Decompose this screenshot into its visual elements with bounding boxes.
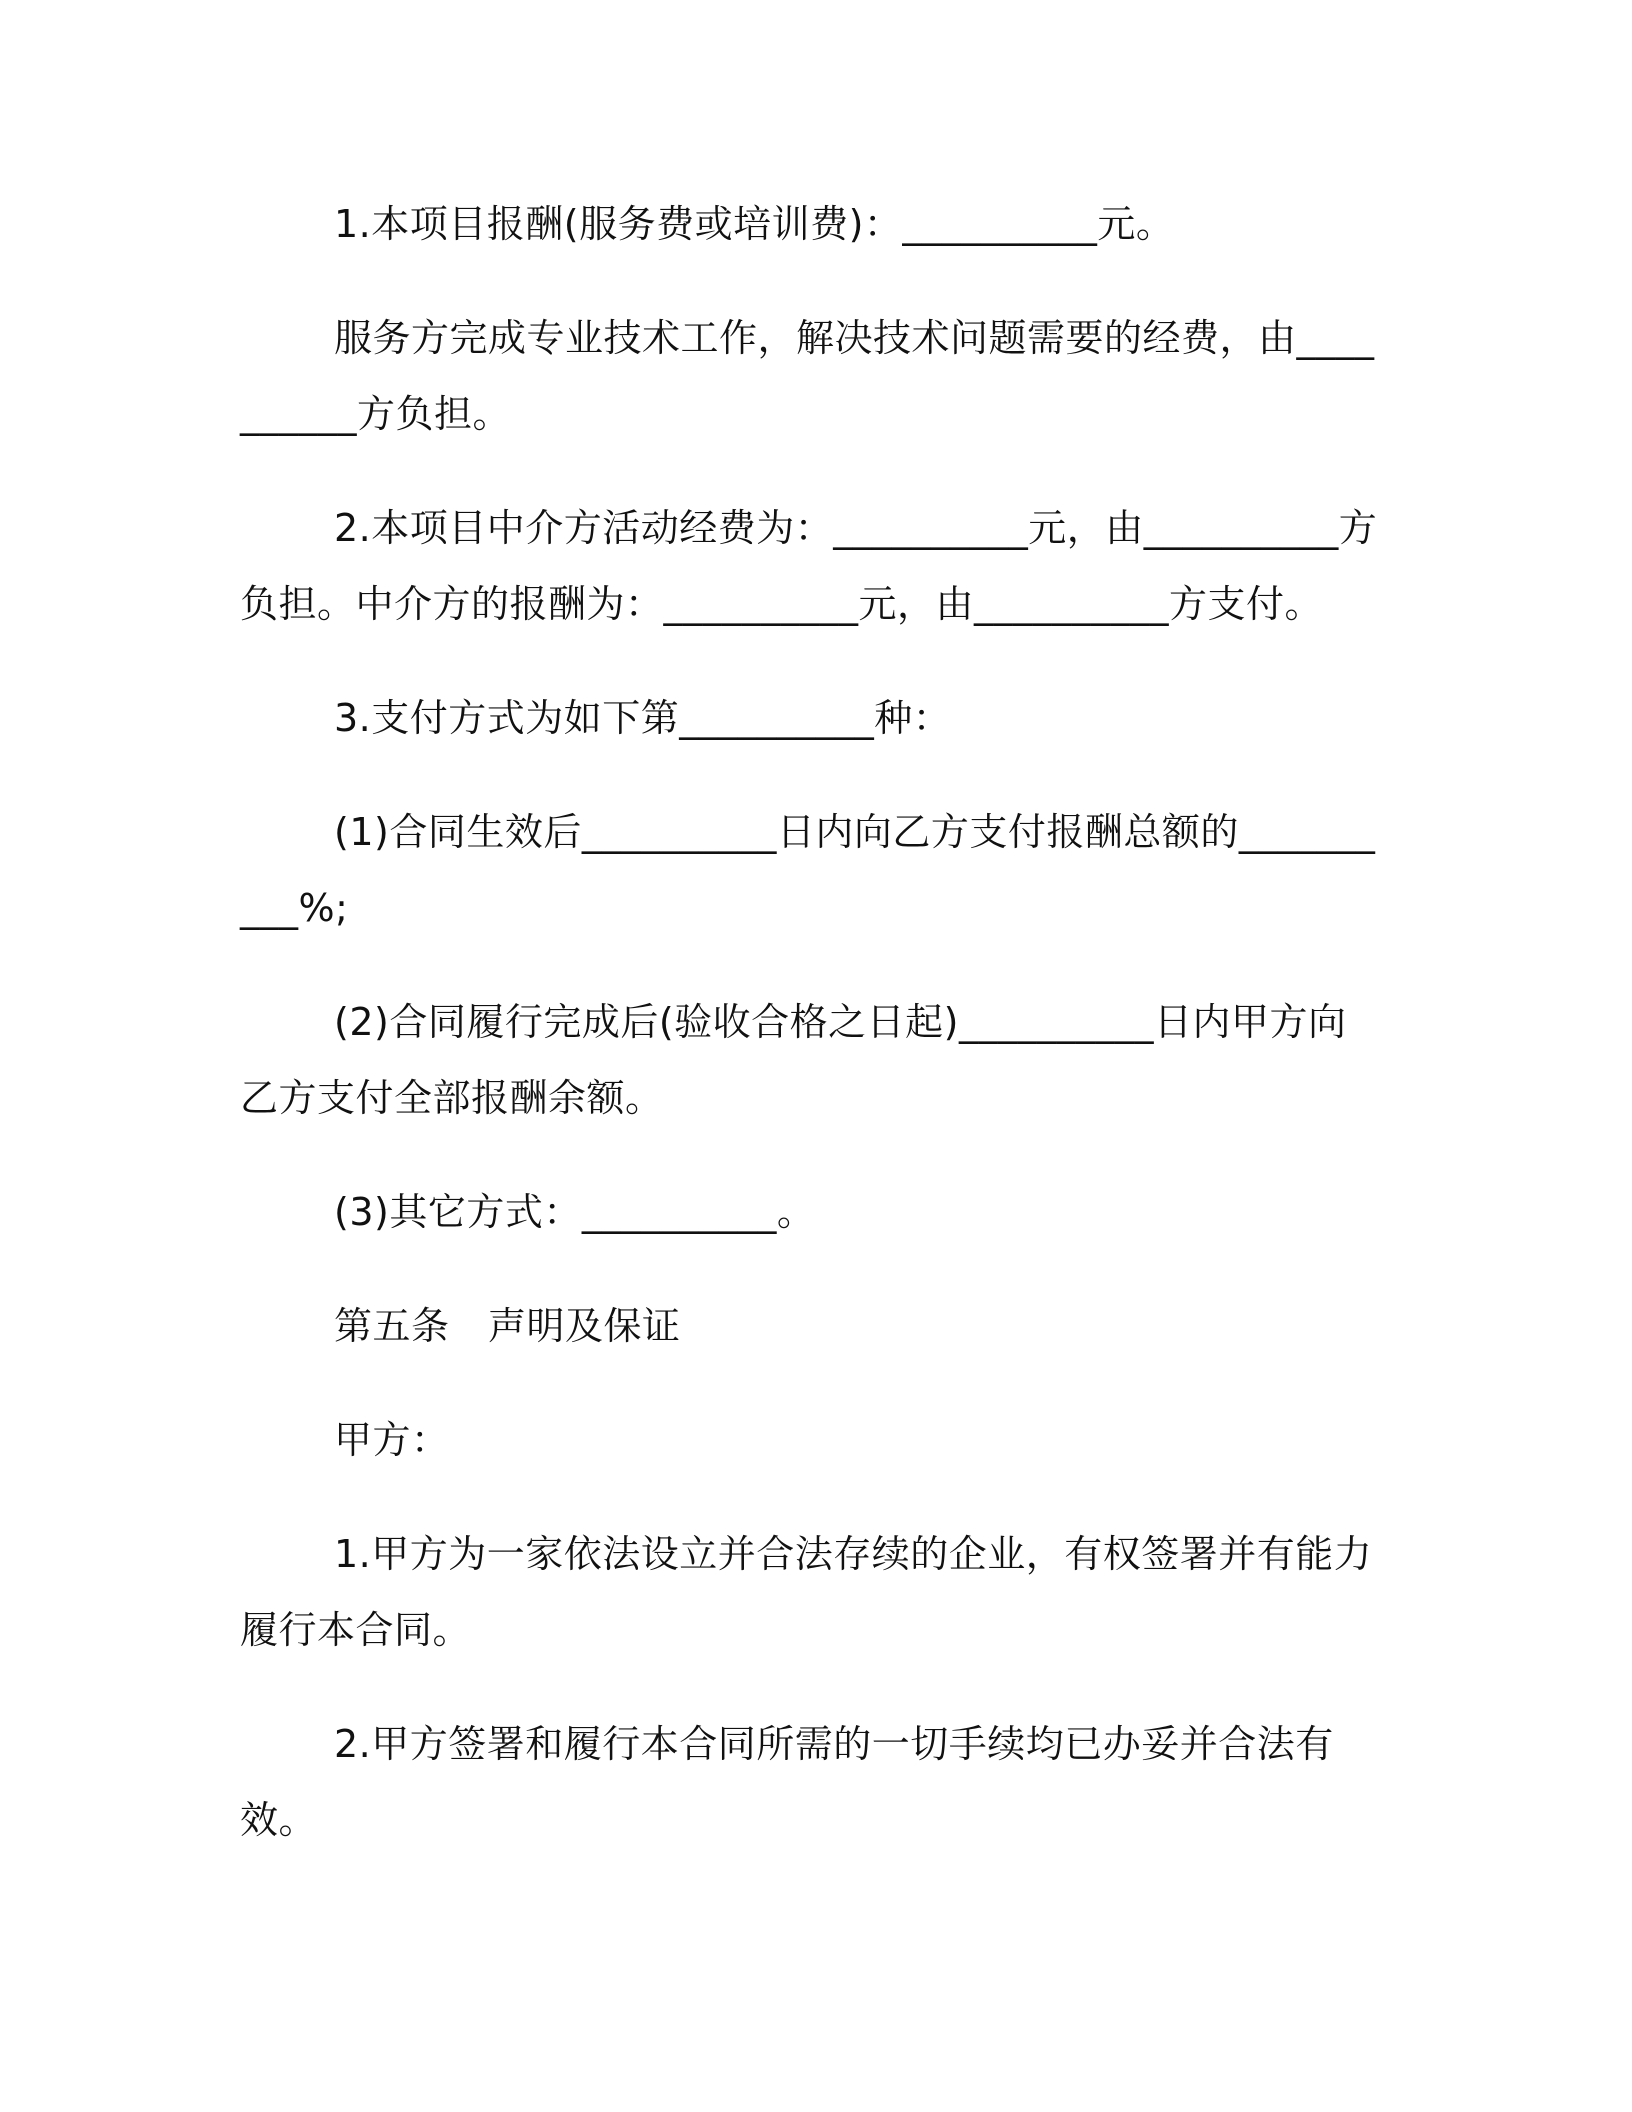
paragraph-technical-expenses: 服务方完成专业技术工作，解决技术问题需要的经费，由__________方负担。 bbox=[240, 316, 1375, 436]
paragraph-intermediary-fees: 2.本项目中介方活动经费为：__________元，由__________方负担。中介方的报酬为：__________元，由__________方支付。 bbox=[240, 506, 1378, 626]
article-heading: 第五条 声明及保证 bbox=[334, 1304, 681, 1348]
paragraph-remuneration: 1.本项目报酬(服务费或培训费)：__________元。 bbox=[334, 202, 1175, 246]
party-a-label: 甲方： bbox=[334, 1418, 450, 1462]
paragraph-payment-option-3: (3)其它方式：__________。 bbox=[334, 1190, 816, 1234]
party-a-statement-2: 2.甲方签署和履行本合同所需的一切手续均已办妥并合法有效。 bbox=[240, 1722, 1334, 1842]
party-a-statement-1: 1.甲方为一家依法设立并合法存续的企业，有权签署并有能力履行本合同。 bbox=[240, 1532, 1373, 1652]
paragraph-payment-method: 3.支付方式为如下第__________种： bbox=[334, 696, 952, 740]
document-body bbox=[240, 186, 1380, 1896]
paragraph-payment-option-2: (2)合同履行完成后(验收合格之日起)__________日内甲方向乙方支付全部报酬余额。 bbox=[240, 1000, 1347, 1120]
paragraph-payment-option-1: (1)合同生效后__________日内向乙方支付报酬总额的__________%; bbox=[240, 810, 1376, 930]
